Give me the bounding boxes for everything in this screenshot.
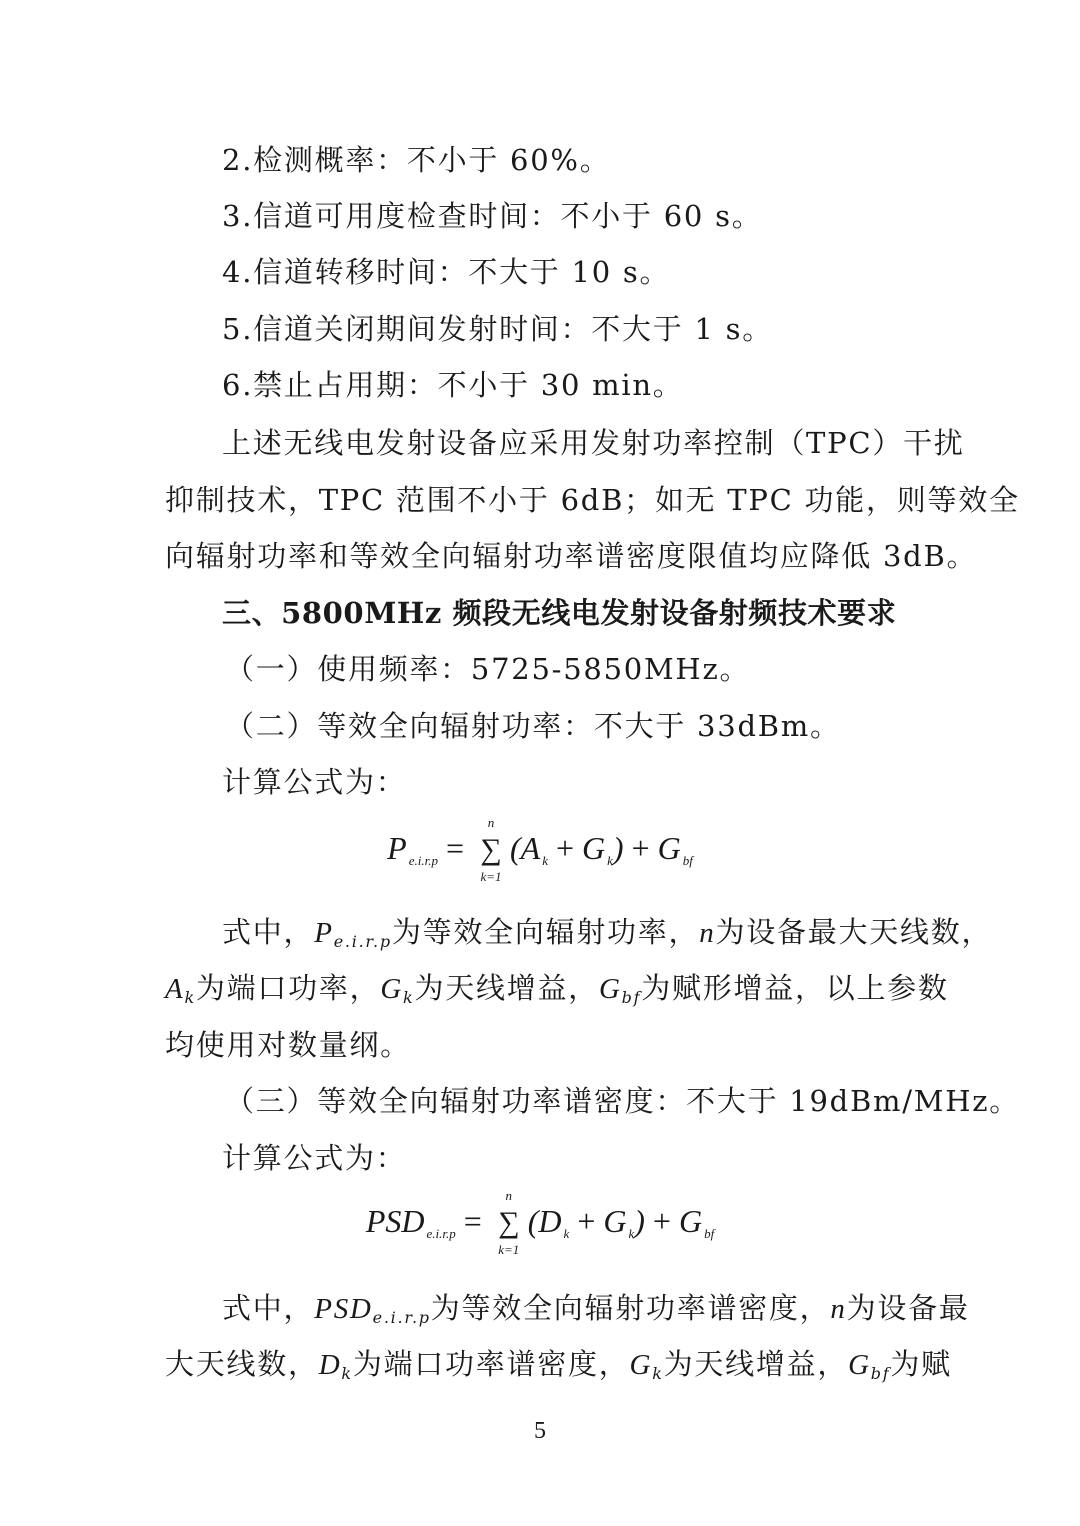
list-item: 5.信道关闭期间发射时间：不大于 1 s。 — [222, 312, 773, 346]
formula-term: G — [582, 830, 606, 866]
list-item: 6.禁止占用期：不小于 30 min。 — [222, 368, 684, 402]
formula-symbol: PSD — [365, 1203, 425, 1239]
list-item: 4.信道转移时间：不大于 10 s。 — [222, 255, 671, 289]
formula-symbol: P — [387, 830, 407, 866]
formula-eirp — [0, 815, 1080, 884]
formula-subscript: bf — [704, 1226, 715, 1241]
formula-term: (D — [527, 1203, 562, 1239]
formula-term: (A — [509, 830, 541, 866]
formula-term: G — [603, 1203, 627, 1239]
formula-subscript: k — [607, 853, 613, 868]
formula-subscript: e.i.r.p — [408, 853, 438, 868]
formula-subscript: bf — [682, 853, 693, 868]
requirement-psd: （三）等效全向辐射功率谱密度：不大于 19dBm/MHz。 — [225, 1084, 1020, 1118]
formula-paren: ) — [634, 1203, 645, 1239]
summation-icon: ∑ n k=1 — [494, 1206, 524, 1240]
paragraph-line: 向辐射功率和等效全向辐射功率谱密度限值均应降低 3dB。 — [165, 539, 978, 573]
formula-term: G — [657, 830, 681, 866]
equals-sign: = — [463, 1203, 482, 1239]
formula-term: G — [678, 1203, 703, 1239]
explanation-line: 式中，$PSD_{e.i.r.p}$为等效全向辐射功率谱密度，n为设备最 — [222, 1291, 970, 1327]
plus-sign: + — [631, 830, 650, 866]
sum-lower-limit: k=1 — [498, 1242, 520, 1257]
requirement-frequency: （一）使用频率：5725-5850MHz。 — [225, 652, 751, 686]
sum-upper-limit: n — [487, 815, 495, 830]
list-item: 2.检测概率：不小于 60%。 — [222, 143, 611, 177]
plus-sign: + — [577, 1203, 596, 1239]
paragraph-line: 抑制技术，TPC 范围不小于 6dB；如无 TPC 功能，则等效全 — [165, 483, 1020, 517]
formula-subscript: e.i.r.p — [426, 1226, 456, 1241]
list-item: 3.信道可用度检查时间：不小于 60 s。 — [222, 199, 763, 233]
section-heading: 三、5800MHz 频段无线电发射设备射频技术要求 — [222, 596, 897, 630]
formula-subscript: k — [542, 853, 548, 868]
sum-lower-limit: k=1 — [480, 869, 502, 884]
formula-paren: ) — [612, 830, 624, 866]
formula-subscript: k — [628, 1226, 635, 1241]
formula-intro: 计算公式为： — [222, 765, 407, 799]
sum-upper-limit: n — [505, 1188, 513, 1203]
plus-sign: + — [652, 1203, 671, 1239]
explanation-line: 均使用对数量纲。 — [165, 1028, 411, 1062]
formula-intro: 计算公式为： — [222, 1141, 407, 1175]
plus-sign: + — [555, 830, 575, 866]
explanation-line: 大天线数，$D_k$为端口功率谱密度，$G_k$为天线增益，$G_{bf}$为赋 — [165, 1347, 952, 1383]
page-number: 5 — [534, 1418, 546, 1444]
formula-psd — [0, 1188, 1080, 1257]
formula-subscript: k — [563, 1226, 570, 1241]
paragraph-line: 上述无线电发射设备应采用发射功率控制（TPC）干扰 — [222, 426, 965, 460]
explanation-line: 式中，$P_{e.i.r.p}$为等效全向辐射功率，n为设备最大天线数， — [222, 915, 993, 951]
summation-icon: ∑ n k=1 — [476, 833, 506, 867]
equals-sign: = — [445, 830, 464, 866]
requirement-eirp: （二）等效全向辐射功率：不大于 33dBm。 — [225, 709, 841, 743]
explanation-line: $A_k$为端口功率，$G_k$为天线增益，$G_{bf}$为赋形增益，以上参数 — [165, 971, 949, 1007]
